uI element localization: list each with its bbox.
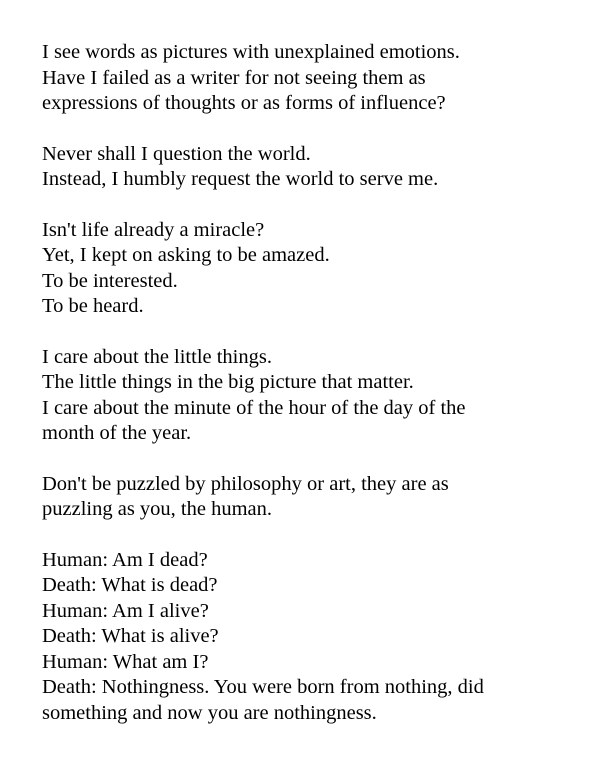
stanza-5 bbox=[42, 472, 582, 523]
poem-line: Human: Am I dead? bbox=[42, 548, 208, 571]
poem-line: Never shall I question the world. bbox=[42, 142, 311, 165]
poem-line: To be heard. bbox=[42, 295, 144, 317]
poem-line: month of the year. bbox=[42, 422, 192, 444]
poem-line: something and now you are nothingness. bbox=[42, 701, 377, 724]
poem-line: puzzling as you, the human. bbox=[42, 498, 273, 520]
poem-document bbox=[42, 40, 582, 751]
poem-line: Don't be puzzled by philosophy or art, they are as bbox=[42, 472, 449, 495]
poem-line: I care about the minute of the hour of the day of the bbox=[42, 396, 466, 419]
stanza-2 bbox=[42, 142, 582, 193]
poem-line: Isn't life already a miracle? bbox=[42, 218, 265, 241]
poem-line: Death: Nothingness. You were born from nothing, did bbox=[42, 676, 484, 698]
poem-line: The little things in the big picture that matter. bbox=[42, 371, 414, 393]
poem-line: Human: What am I? bbox=[42, 650, 209, 673]
stanza-3 bbox=[42, 218, 582, 320]
poem-line: I see words as pictures with unexplained emotions. bbox=[42, 41, 460, 63]
poem-line: Have I failed as a writer for not seeing them as bbox=[42, 66, 426, 89]
stanza-1 bbox=[42, 40, 582, 117]
poem-line: Death: What is alive? bbox=[42, 625, 219, 647]
poem-line: Instead, I humbly request the world to serve me. bbox=[42, 168, 439, 190]
stanza-4 bbox=[42, 345, 582, 447]
poem-line: To be interested. bbox=[42, 269, 178, 292]
stanza-6 bbox=[42, 548, 582, 727]
poem-line: Yet, I kept on asking to be amazed. bbox=[42, 244, 330, 266]
poem-line: Human: Am I alive? bbox=[42, 599, 209, 622]
poem-line: I care about the little things. bbox=[42, 345, 272, 368]
poem-line: expressions of thoughts or as forms of influence? bbox=[42, 92, 446, 114]
poem-line: Death: What is dead? bbox=[42, 574, 218, 596]
